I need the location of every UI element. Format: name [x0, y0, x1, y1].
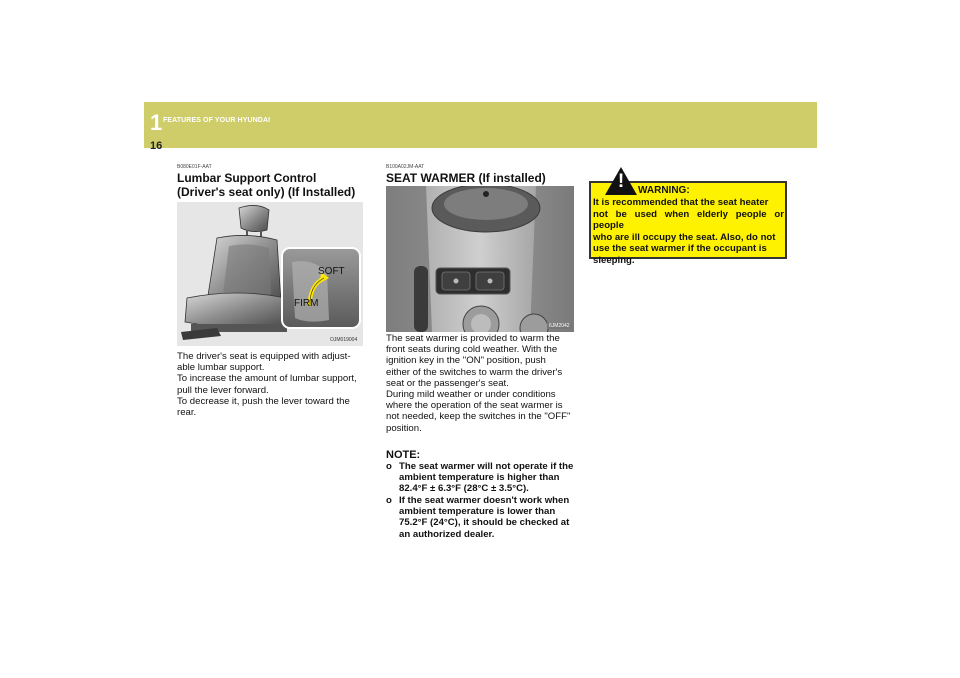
seat-warmer-title: SEAT WARMER (If installed) — [386, 171, 546, 185]
lumbar-body-line: To increase the amount of lumbar support, — [177, 373, 357, 385]
label-firm: FIRM — [294, 298, 319, 309]
note-line: ambient temperature is lower than — [399, 506, 556, 518]
seat-warmer-body-line: During mild weather or under conditions — [386, 389, 556, 401]
lumbar-section-code: B080E01F-AAT — [177, 164, 212, 170]
warning-line: who are ill occupy the seat. Also, do not — [593, 231, 776, 243]
note-line: an authorized dealer. — [399, 528, 495, 540]
lumbar-photo-code: OJM019004 — [330, 337, 358, 343]
warning-line: use the seat warmer if the occupant is — [593, 243, 767, 254]
warning-line: It is recommended that the seat heater — [593, 197, 769, 208]
seat-warmer-body-line: The seat warmer is provided to warm the — [386, 333, 560, 344]
note-line: ambient temperature is higher than — [399, 472, 560, 484]
note-line: If the seat warmer doesn't work when — [399, 495, 570, 506]
lumbar-body-line: The driver's seat is equipped with adjust- — [177, 351, 351, 362]
lumbar-body-line: able lumbar support. — [177, 362, 265, 374]
seat-warmer-body-line: seat or the passenger's seat. — [386, 377, 509, 389]
seat-warmer-body-line: not needed, keep the switches in the "OFF" — [386, 411, 571, 423]
note-item — [386, 495, 574, 540]
lumbar-body-line: pull the lever forward. — [177, 384, 269, 396]
lumbar-body-line: To decrease it, push the lever toward the — [177, 395, 350, 407]
note-line: 82.4°F ± 6.3°F (28°C ± 3.5°C). — [399, 483, 529, 495]
warning-title: WARNING: — [638, 185, 690, 196]
note-bullet: o — [386, 461, 392, 472]
chapter-title: FEATURES OF YOUR HYUNDAI — [163, 117, 271, 124]
seat-warmer-body-line: either of the switches to warm the driver's — [386, 366, 563, 378]
note-line: 75.2°F (24°C), it should be checked at — [399, 517, 570, 529]
note-item — [386, 461, 574, 495]
warning-line: not be used when elderly people or people — [593, 208, 784, 231]
lumbar-title-line1: Lumbar Support Control — [177, 171, 317, 185]
warning-text — [593, 197, 784, 266]
warning-line: sleeping. — [593, 254, 635, 266]
seat-warmer-body-line: where the operation of the seat warmer is — [386, 400, 563, 412]
seat-warmer-body — [386, 333, 574, 434]
lumbar-body — [177, 351, 363, 418]
seat-warmer-section-code: B100A02JM-AAT — [386, 164, 425, 170]
warning-exclamation: ! — [617, 171, 625, 192]
seat-warmer-body-line: front seats during cold weather. With the — [386, 344, 558, 356]
chapter-number: 1 — [150, 110, 163, 135]
seat-warmer-photo-code: 6JM2042 — [549, 323, 570, 329]
note-bullet: o — [386, 495, 392, 506]
lumbar-title-line2: (Driver's seat only) (If Installed) — [177, 185, 356, 199]
note-title: NOTE: — [386, 449, 421, 461]
label-soft: SOFT — [318, 266, 345, 277]
page-number: 16 — [150, 140, 163, 152]
seat-warmer-photo — [386, 186, 574, 332]
note-line: The seat warmer will not operate if the — [399, 461, 574, 472]
seat-warmer-body-line: position. — [386, 422, 422, 434]
header-band — [144, 102, 817, 148]
console-illustration — [386, 186, 574, 332]
seat-warmer-body-line: ignition key in the "ON" position, push — [386, 355, 546, 367]
lumbar-body-line: rear. — [177, 407, 197, 419]
